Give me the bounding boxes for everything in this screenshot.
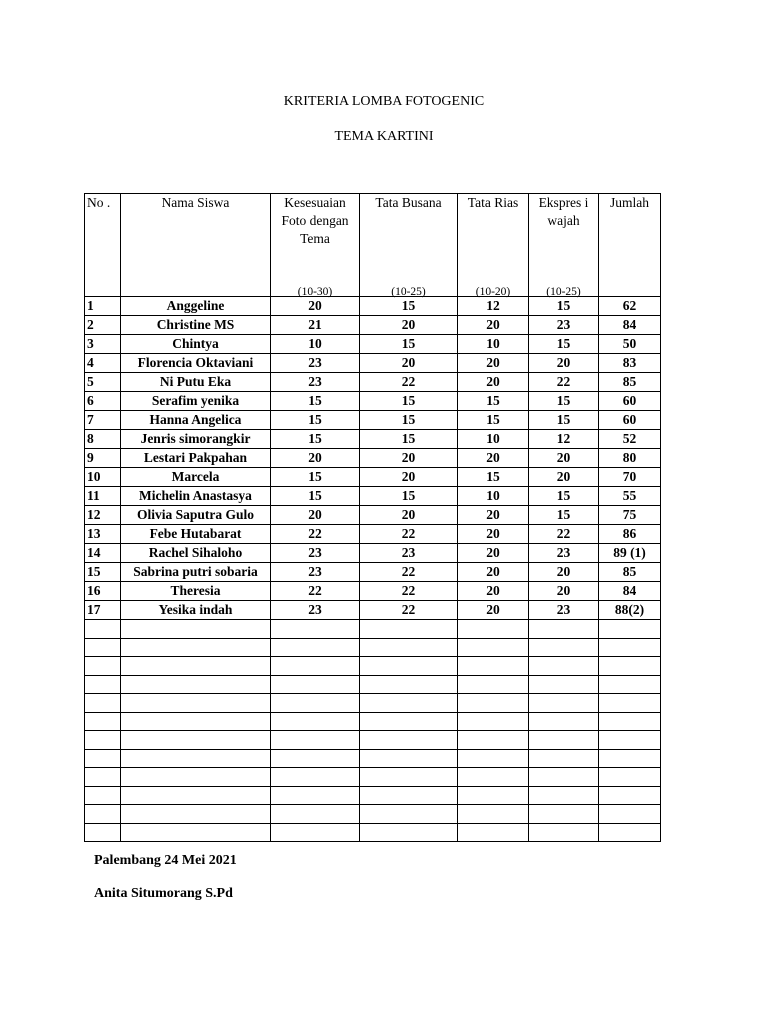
cell-rias: 20 [458,601,529,620]
empty-row [85,731,661,750]
empty-row [85,620,661,639]
empty-cell [529,620,599,639]
empty-row [85,805,661,824]
cell-no: 1 [85,297,121,316]
cell-ekspresi: 20 [529,354,599,373]
cell-kesesuaian: 22 [271,525,360,544]
cell-busana: 22 [360,582,458,601]
cell-busana: 23 [360,544,458,563]
cell-ekspresi: 12 [529,430,599,449]
cell-nama: Christine MS [121,316,271,335]
table-row [85,373,661,392]
empty-cell [271,620,360,639]
empty-cell [121,768,271,787]
empty-cell [360,749,458,768]
cell-nama: Theresia [121,582,271,601]
empty-cell [271,823,360,842]
empty-cell [85,694,121,713]
cell-rias: 20 [458,449,529,468]
cell-nama: Olivia Saputra Gulo [121,506,271,525]
cell-kesesuaian: 10 [271,335,360,354]
empty-cell [599,657,661,676]
empty-cell [360,657,458,676]
cell-no: 13 [85,525,121,544]
table-row [85,335,661,354]
cell-rias: 20 [458,544,529,563]
cell-ekspresi: 15 [529,487,599,506]
empty-row [85,657,661,676]
empty-cell [529,768,599,787]
cell-rias: 20 [458,525,529,544]
cell-jumlah: 85 [599,563,661,582]
empty-cell [360,786,458,805]
empty-row [85,712,661,731]
empty-cell [529,823,599,842]
cell-jumlah: 60 [599,411,661,430]
cell-rias: 20 [458,506,529,525]
table-row [85,316,661,335]
empty-cell [599,768,661,787]
cell-busana: 22 [360,373,458,392]
cell-rias: 20 [458,373,529,392]
header-ekspresi-wajah-range: (10-25) [546,286,581,298]
empty-cell [458,712,529,731]
empty-cell [529,749,599,768]
empty-cell [458,768,529,787]
cell-no: 4 [85,354,121,373]
cell-jumlah: 83 [599,354,661,373]
empty-cell [360,731,458,750]
cell-busana: 15 [360,392,458,411]
cell-no: 12 [85,506,121,525]
empty-cell [121,712,271,731]
cell-busana: 22 [360,525,458,544]
table-row [85,506,661,525]
cell-nama: Ni Putu Eka [121,373,271,392]
empty-cell [529,675,599,694]
cell-ekspresi: 15 [529,506,599,525]
cell-ekspresi: 23 [529,544,599,563]
score-table [84,193,661,842]
cell-kesesuaian: 15 [271,430,360,449]
cell-nama: Serafim yenika [121,392,271,411]
table-row [85,354,661,373]
table-row [85,392,661,411]
empty-cell [599,731,661,750]
table-row [85,449,661,468]
cell-no: 17 [85,601,121,620]
empty-row [85,749,661,768]
empty-cell [271,694,360,713]
cell-rias: 10 [458,335,529,354]
empty-cell [458,786,529,805]
empty-cell [271,638,360,657]
cell-kesesuaian: 15 [271,468,360,487]
empty-cell [599,823,661,842]
cell-jumlah: 52 [599,430,661,449]
header-nama-siswa: Nama Siswa [121,194,271,297]
empty-cell [599,675,661,694]
empty-cell [121,675,271,694]
cell-busana: 20 [360,468,458,487]
cell-jumlah: 86 [599,525,661,544]
cell-ekspresi: 15 [529,392,599,411]
cell-busana: 20 [360,354,458,373]
table-row [85,563,661,582]
cell-rias: 10 [458,487,529,506]
cell-kesesuaian: 20 [271,449,360,468]
cell-busana: 15 [360,335,458,354]
cell-ekspresi: 22 [529,373,599,392]
cell-rias: 12 [458,297,529,316]
empty-cell [458,805,529,824]
empty-cell [360,694,458,713]
document-title: KRITERIA LOMBA FOTOGENIC [283,94,485,109]
empty-cell [529,694,599,713]
empty-cell [85,749,121,768]
empty-cell [85,823,121,842]
header-tata-rias: Tata Rias (10-20) [458,194,529,297]
empty-row [85,638,661,657]
table-header-row [85,194,661,297]
empty-cell [85,768,121,787]
cell-nama: Marcela [121,468,271,487]
empty-cell [85,620,121,639]
cell-kesesuaian: 20 [271,506,360,525]
empty-cell [271,731,360,750]
empty-cell [360,805,458,824]
cell-ekspresi: 15 [529,297,599,316]
table-row [85,525,661,544]
cell-kesesuaian: 15 [271,487,360,506]
empty-row [85,823,661,842]
cell-kesesuaian: 23 [271,563,360,582]
empty-cell [121,823,271,842]
document-subtitle: TEMA KARTINI [334,129,434,144]
cell-no: 9 [85,449,121,468]
cell-nama: Yesika indah [121,601,271,620]
cell-jumlah: 84 [599,582,661,601]
cell-jumlah: 55 [599,487,661,506]
empty-cell [85,712,121,731]
empty-cell [85,638,121,657]
cell-kesesuaian: 23 [271,601,360,620]
cell-busana: 15 [360,430,458,449]
cell-kesesuaian: 23 [271,373,360,392]
cell-no: 8 [85,430,121,449]
empty-cell [121,638,271,657]
cell-nama: Michelin Anastasya [121,487,271,506]
empty-cell [85,675,121,694]
table-row [85,582,661,601]
empty-cell [121,620,271,639]
empty-cell [271,805,360,824]
empty-cell [599,712,661,731]
cell-jumlah: 85 [599,373,661,392]
empty-cell [360,675,458,694]
cell-busana: 15 [360,487,458,506]
cell-jumlah: 89 (1) [599,544,661,563]
empty-cell [271,712,360,731]
cell-kesesuaian: 20 [271,297,360,316]
table-row [85,411,661,430]
empty-cell [529,657,599,676]
header-tata-busana: Tata Busana (10-25) [360,194,458,297]
empty-cell [599,620,661,639]
table-body [85,297,661,842]
cell-busana: 20 [360,506,458,525]
cell-jumlah: 75 [599,506,661,525]
empty-cell [529,712,599,731]
empty-cell [458,638,529,657]
empty-cell [599,638,661,657]
cell-kesesuaian: 23 [271,354,360,373]
empty-cell [360,620,458,639]
cell-jumlah: 62 [599,297,661,316]
place-date: Palembang 24 Mei 2021 [94,853,237,868]
empty-cell [271,768,360,787]
empty-cell [360,823,458,842]
cell-nama: Florencia Oktaviani [121,354,271,373]
empty-cell [529,638,599,657]
table-row [85,487,661,506]
empty-cell [85,786,121,805]
empty-cell [121,694,271,713]
cell-nama: Sabrina putri sobaria [121,563,271,582]
cell-ekspresi: 15 [529,411,599,430]
empty-cell [121,749,271,768]
empty-cell [121,731,271,750]
table-row [85,468,661,487]
cell-no: 11 [85,487,121,506]
cell-ekspresi: 20 [529,468,599,487]
empty-cell [458,620,529,639]
cell-rias: 15 [458,392,529,411]
cell-ekspresi: 22 [529,525,599,544]
empty-cell [121,786,271,805]
cell-nama: Jenris simorangkir [121,430,271,449]
cell-nama: Lestari Pakpahan [121,449,271,468]
empty-cell [599,749,661,768]
cell-rias: 20 [458,316,529,335]
cell-jumlah: 84 [599,316,661,335]
empty-cell [458,749,529,768]
cell-rias: 15 [458,411,529,430]
empty-cell [360,768,458,787]
cell-busana: 22 [360,563,458,582]
cell-ekspresi: 20 [529,563,599,582]
cell-ekspresi: 23 [529,601,599,620]
cell-no: 15 [85,563,121,582]
cell-busana: 15 [360,411,458,430]
cell-no: 14 [85,544,121,563]
table-row [85,544,661,563]
empty-cell [271,786,360,805]
cell-jumlah: 70 [599,468,661,487]
empty-cell [458,731,529,750]
cell-kesesuaian: 15 [271,392,360,411]
cell-jumlah: 60 [599,392,661,411]
cell-busana: 20 [360,449,458,468]
empty-cell [271,675,360,694]
table-row [85,601,661,620]
cell-no: 16 [85,582,121,601]
empty-cell [458,657,529,676]
cell-nama: Febe Hutabarat [121,525,271,544]
empty-cell [85,731,121,750]
cell-no: 5 [85,373,121,392]
cell-kesesuaian: 15 [271,411,360,430]
empty-cell [121,657,271,676]
empty-row [85,768,661,787]
cell-ekspresi: 20 [529,582,599,601]
cell-no: 3 [85,335,121,354]
empty-cell [458,675,529,694]
empty-cell [121,805,271,824]
cell-jumlah: 50 [599,335,661,354]
header-ekspresi-wajah: Ekspres i wajah (10-25) [529,194,599,297]
empty-cell [458,823,529,842]
table-row [85,430,661,449]
cell-ekspresi: 20 [529,449,599,468]
cell-rias: 20 [458,354,529,373]
cell-busana: 15 [360,297,458,316]
cell-nama: Anggeline [121,297,271,316]
cell-busana: 20 [360,316,458,335]
cell-kesesuaian: 21 [271,316,360,335]
cell-no: 2 [85,316,121,335]
cell-no: 10 [85,468,121,487]
cell-kesesuaian: 22 [271,582,360,601]
header-no: No . [85,194,121,297]
empty-cell [271,657,360,676]
cell-rias: 10 [458,430,529,449]
empty-row [85,675,661,694]
cell-ekspresi: 15 [529,335,599,354]
empty-cell [271,749,360,768]
cell-no: 6 [85,392,121,411]
empty-cell [599,805,661,824]
empty-cell [458,694,529,713]
cell-rias: 15 [458,468,529,487]
empty-cell [529,805,599,824]
header-tata-busana-range: (10-25) [391,286,426,298]
empty-cell [599,786,661,805]
cell-ekspresi: 23 [529,316,599,335]
empty-row [85,694,661,713]
empty-cell [85,805,121,824]
empty-cell [599,694,661,713]
header-jumlah: Jumlah [599,194,661,297]
empty-row [85,786,661,805]
empty-cell [529,731,599,750]
header-tata-rias-range: (10-20) [475,286,511,298]
cell-rias: 20 [458,582,529,601]
empty-cell [85,657,121,676]
empty-cell [360,638,458,657]
cell-rias: 20 [458,563,529,582]
cell-nama: Hanna Angelica [121,411,271,430]
cell-nama: Chintya [121,335,271,354]
header-kesesuaian: Kesesuaian Foto dengan Tema (10-30) [271,194,360,297]
cell-jumlah: 88(2) [599,601,661,620]
cell-no: 7 [85,411,121,430]
cell-busana: 22 [360,601,458,620]
signature-name: Anita Situmorang S.Pd [94,886,233,901]
cell-kesesuaian: 23 [271,544,360,563]
empty-cell [360,712,458,731]
cell-nama: Rachel Sihaloho [121,544,271,563]
cell-jumlah: 80 [599,449,661,468]
empty-cell [529,786,599,805]
header-kesesuaian-range: (10-30) [297,286,333,298]
